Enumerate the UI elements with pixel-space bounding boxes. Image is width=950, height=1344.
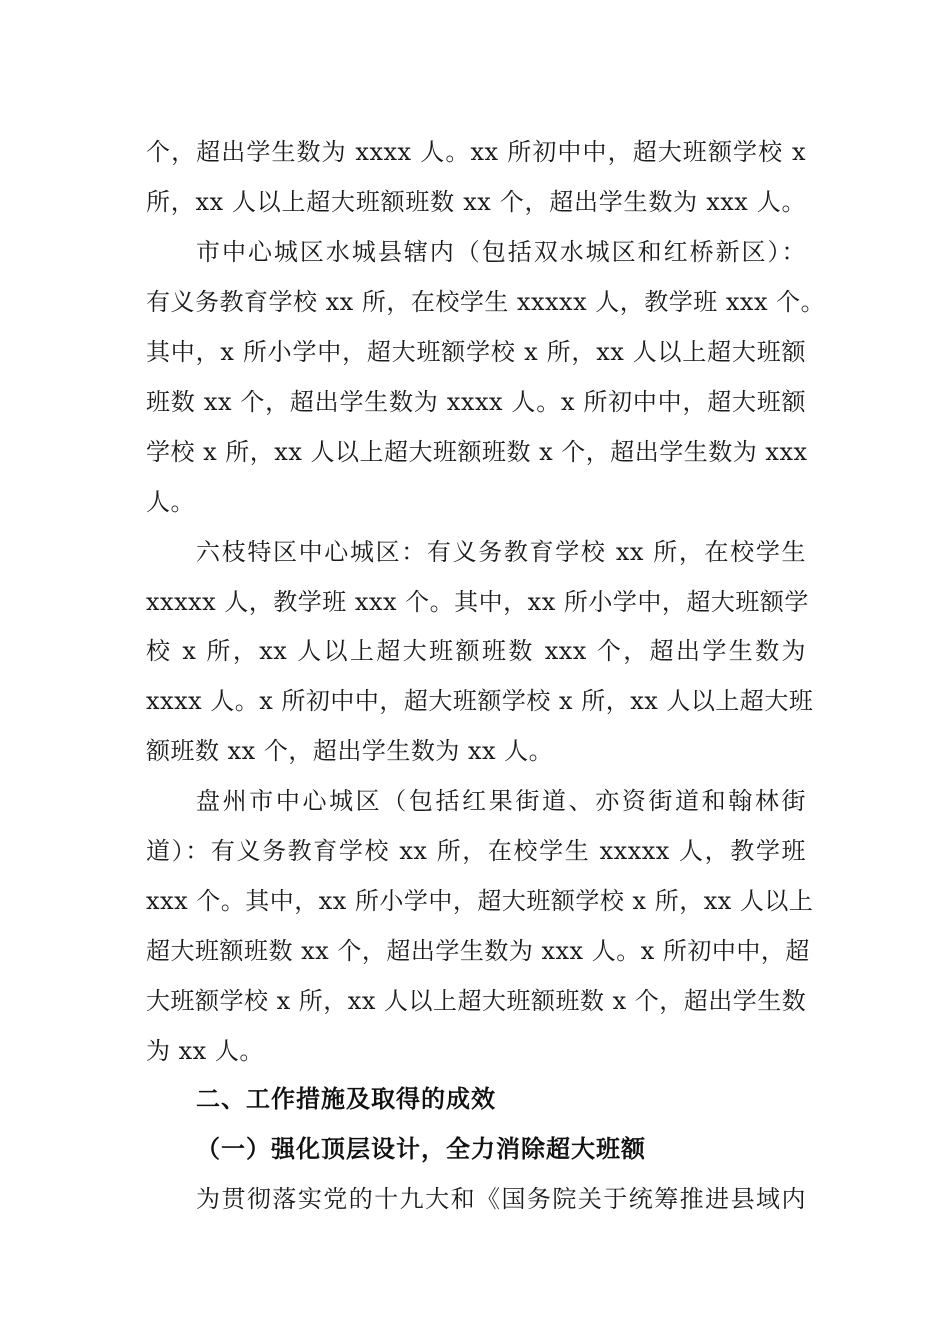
body-text-line: 超大班额班数 xx 个，超出学生数为 xxx 人。x 所初中中，超 (146, 937, 810, 965)
section-heading: 二、工作措施及取得的成效 (196, 1085, 496, 1113)
paragraph-start-line: 盘州市中心城区（包括红果街道、亦资街道和翰林街 (196, 787, 806, 815)
subsection-heading: （一）强化顶层设计，全力消除超大班额 (196, 1135, 646, 1163)
paragraph-start-line: 为贯彻落实党的十九大和《国务院关于统筹推进县域内 (196, 1185, 806, 1213)
paragraph-start-line: 市中心城区水城县辖内（包括双水城区和红桥新区）： (196, 238, 806, 266)
body-text-line: xxxxx 人，教学班 xxx 个。其中，xx 所小学中，超大班额学 (146, 588, 809, 616)
body-text-line: xxxx 人。x 所初中中，超大班额学校 x 所，xx 人以上超大班 (146, 687, 814, 715)
body-text-line: 人。 (146, 488, 195, 516)
body-text-line: 其中，x 所小学中，超大班额学校 x 所，xx 人以上超大班额 (146, 338, 806, 366)
body-text-line: 学校 x 所，xx 人以上超大班额班数 x 个，超出学生数为 xxx (146, 438, 808, 466)
body-text-line: 道）：有义务教育学校 xx 所，在校学生 xxxxx 人，教学班 (146, 837, 806, 865)
body-text-line: 班数 xx 个，超出学生数为 xxxx 人。x 所初中中，超大班额 (146, 388, 806, 416)
body-text-line: 额班数 xx 个，超出学生数为 xx 人。 (146, 737, 554, 765)
body-text-line: 为 xx 人。 (146, 1037, 264, 1065)
paragraph-start-line: 六枝特区中心城区：有义务教育学校 xx 所，在校学生 (196, 538, 806, 566)
body-text-line: 校 x 所，xx 人以上超大班额班数 xxx 个，超出学生数为 (146, 637, 806, 665)
body-text-line: 个，超出学生数为 xxxx 人。xx 所初中中，超大班额学校 x (146, 138, 806, 166)
body-text-line: 大班额学校 x 所，xx 人以上超大班额班数 x 个，超出学生数 (146, 987, 807, 1015)
body-text-line: xxx 个。其中，xx 所小学中，超大班额学校 x 所，xx 人以上 (146, 887, 814, 915)
body-text-line: 所，xx 人以上超大班额班数 xx 个，超出学生数为 xxx 人。 (146, 188, 806, 216)
body-text-line: 有义务教育学校 xx 所，在校学生 xxxxx 人，教学班 xxx 个。 (146, 288, 826, 316)
